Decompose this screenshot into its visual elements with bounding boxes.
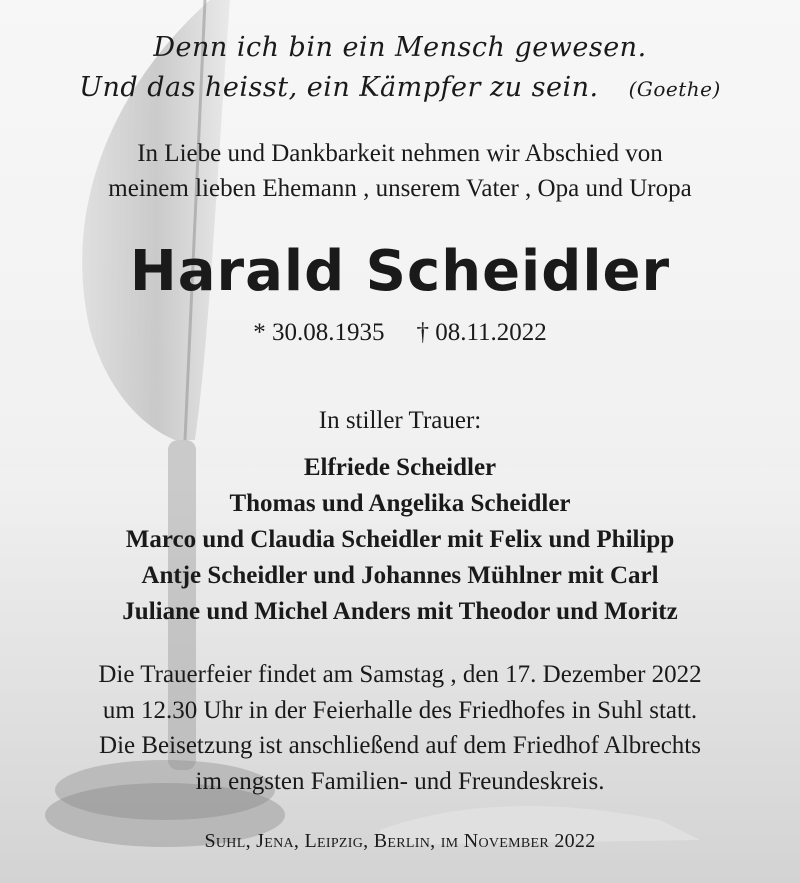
ceremony-line: um 12.30 Uhr in der Feierhalle des Friedhofes in Suhl statt.: [102, 696, 698, 724]
intro-line-2: meinem lieben Ehemann , unserem Vater , Opa und Uropa: [108, 175, 692, 202]
mourners-list: [0, 450, 800, 630]
mourner-line: Antje Scheidler und Johannes Mühlner mit Carl: [141, 562, 659, 589]
ceremony-line: Die Beisetzung ist anschließend auf dem Friedhof Albrechts: [99, 732, 701, 759]
funeral-details: [0, 657, 800, 799]
farewell-intro: [0, 136, 800, 206]
goethe-quote: [0, 28, 800, 109]
mourning-label: In stiller Trauer:: [318, 407, 482, 434]
quote-line-1: Denn ich bin ein Mensch gewesen.: [153, 32, 647, 63]
ceremony-line: Die Trauerfeier findet am Samstag , den 17. Dezember 2022: [98, 661, 702, 688]
birth-date: * 30.08.1935: [253, 319, 385, 346]
death-date: † 08.11.2022: [416, 319, 547, 346]
deceased-name: Harald Scheidler: [129, 239, 671, 304]
quote-author: (Goethe): [628, 77, 721, 101]
mourner-line: Elfriede Scheidler: [303, 454, 497, 481]
mourner-line: Marco und Claudia Scheidler mit Felix und Philipp: [125, 526, 675, 553]
mourner-line: Juliane und Michel Anders mit Theodor und Moritz: [122, 598, 678, 625]
mourner-line: Thomas und Angelika Scheidler: [229, 490, 571, 517]
ceremony-line: im engsten Familien- und Freundeskreis.: [195, 767, 605, 795]
places-and-date: Suhl, Jena, Leipzig, Berlin, im November 2022: [204, 830, 596, 852]
life-dates: [0, 315, 800, 351]
intro-line-1: In Liebe und Dankbarkeit nehmen wir Abschied von: [137, 140, 663, 167]
quote-line-2-text: Und das heisst, ein Kämpfer zu sein.: [79, 72, 599, 103]
quote-line-2: [0, 68, 800, 109]
